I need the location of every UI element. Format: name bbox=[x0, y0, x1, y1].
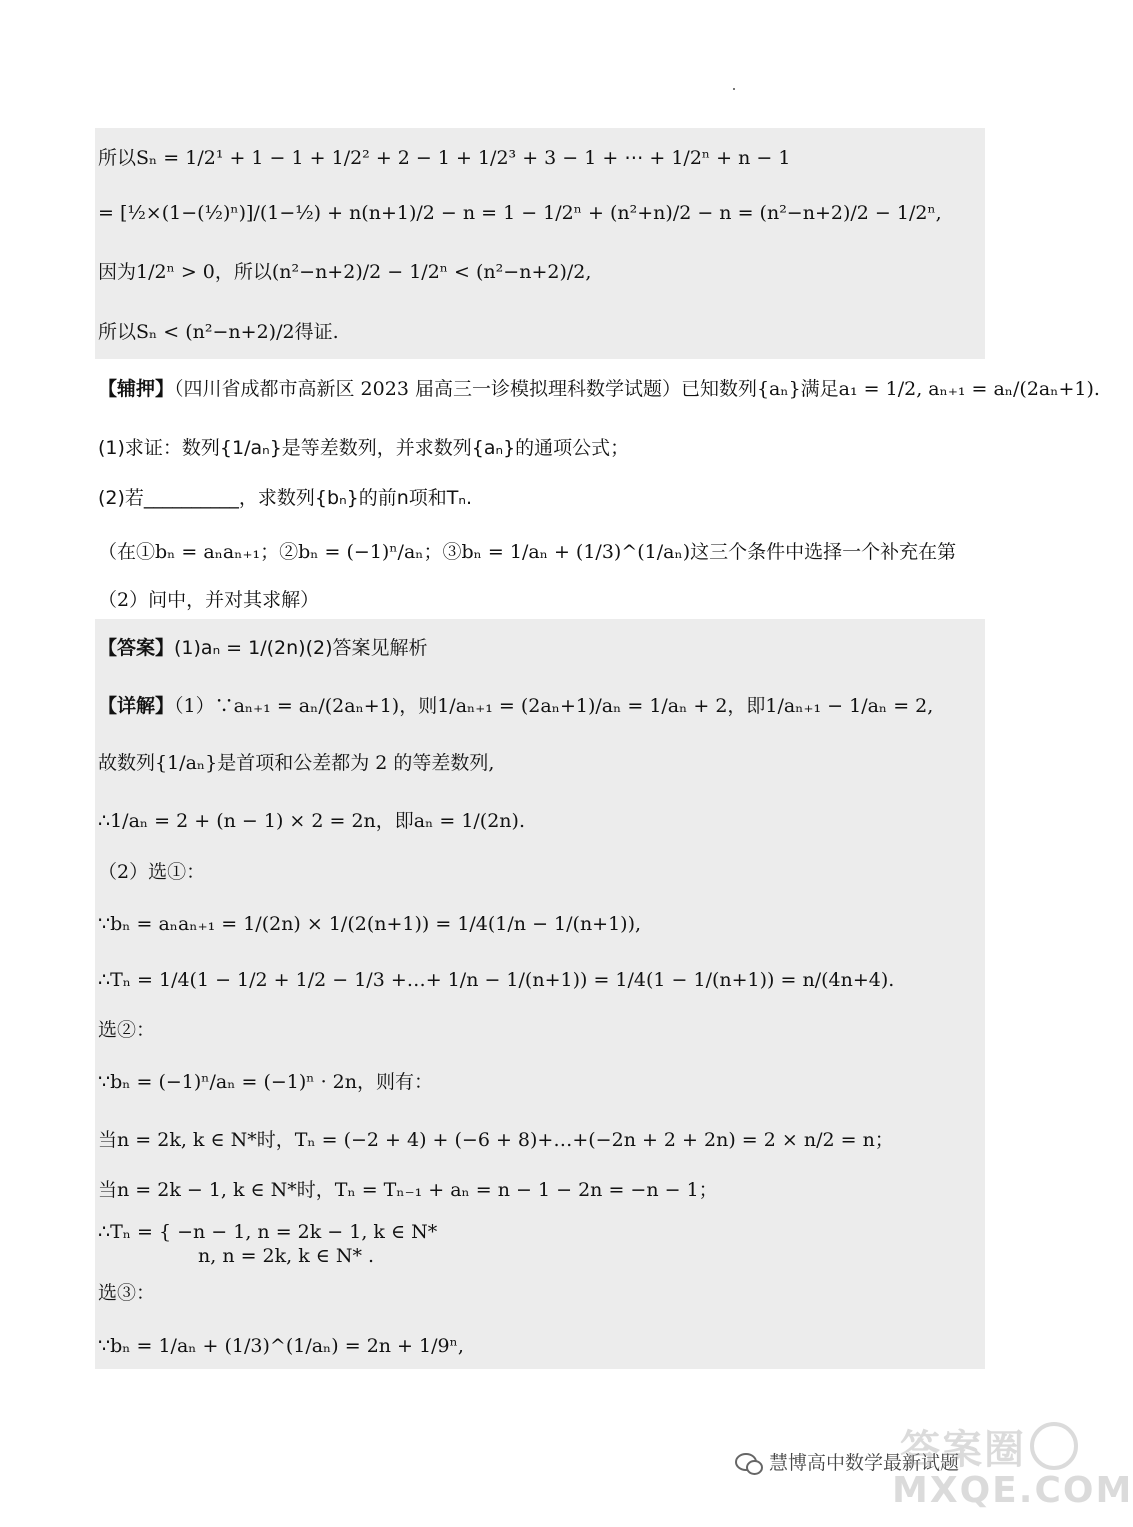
detail-line-2: 故数列{1/aₙ}是首项和公差都为 2 的等差数列, bbox=[98, 752, 495, 774]
watermark-top-text: 答案圈 bbox=[900, 1427, 1026, 1473]
wechat-icon bbox=[735, 1453, 763, 1475]
detail-line-12: 选③： bbox=[98, 1282, 156, 1304]
detail-tag: 【详解】 bbox=[98, 695, 175, 717]
detail-line-7: 选②： bbox=[98, 1019, 156, 1041]
solution-line-4: 所以Sₙ < (n²−n+2)/2得证. bbox=[98, 321, 339, 343]
watermark-emblem-icon bbox=[1030, 1422, 1078, 1470]
footer-text: 慧博高中数学最新试题 bbox=[769, 1452, 960, 1474]
detail-line-8: ∵bₙ = (−1)ⁿ/aₙ = (−1)ⁿ · 2n，则有： bbox=[98, 1071, 433, 1093]
detail-line-11b: n, n = 2k, k ∈ N* . bbox=[198, 1245, 375, 1267]
problem-part-2: (2)若__________，求数列{bₙ}的前n项和Tₙ. bbox=[98, 487, 472, 509]
problem-part-1: (1)求证：数列{1/aₙ}是等差数列，并求数列{aₙ}的通项公式； bbox=[98, 437, 630, 459]
solution-line-3: 因为1/2ⁿ > 0，所以(n²−n+2)/2 − 1/2ⁿ < (n²−n+2)/2, bbox=[98, 261, 592, 283]
stray-dot bbox=[733, 88, 735, 90]
watermark-bottom-text: MXQE.COM bbox=[892, 1470, 1133, 1511]
answer-text: (1)aₙ = 1/(2n)(2)答案见解析 bbox=[174, 637, 428, 659]
detail-line-3: ∴1/aₙ = 2 + (n − 1) × 2 = 2n，即aₙ = 1/(2n). bbox=[98, 810, 525, 832]
detail-line-5: ∵bₙ = aₙaₙ₊₁ = 1/(2n) × 1/(2(n+1)) = 1/4(1/n − 1/(n+1)), bbox=[98, 913, 642, 935]
solution-line-1: 所以Sₙ = 1/2¹ + 1 − 1 + 1/2² + 2 − 1 + 1/2³ + 3 − 1 + ⋯ + 1/2ⁿ + n − 1 bbox=[98, 147, 791, 169]
problem-conditions: （在①bₙ = aₙaₙ₊₁；②bₙ = (−1)ⁿ/aₙ；③bₙ = 1/aₙ + (1/3)^(1/aₙ)这三个条件中选择一个补充在第（2）问中，并对其求解） bbox=[98, 541, 957, 611]
detail-line-11a: ∴Tₙ = { −n − 1, n = 2k − 1, k ∈ N* bbox=[98, 1221, 438, 1243]
problem-tag: 【辅押】 bbox=[98, 378, 175, 400]
detail-line-1-text: （1）∵aₙ₊₁ = aₙ/(2aₙ+1)，则1/aₙ₊₁ = (2aₙ+1)/aₙ = 1/aₙ + 2，即1/aₙ₊₁ − 1/aₙ = 2, bbox=[174, 695, 934, 717]
problem-stem bbox=[98, 375, 1100, 403]
detail-line-13: ∵bₙ = 1/aₙ + (1/3)^(1/aₙ) = 2n + 1/9ⁿ, bbox=[98, 1335, 464, 1357]
detail-line-10: 当n = 2k − 1, k ∈ N*时，Tₙ = Tₙ₋₁ + aₙ = n − 1 − 2n = −n − 1； bbox=[98, 1179, 718, 1201]
problem-stem-text: （四川省成都市高新区 2023 届高三一诊模拟理科数学试题）已知数列{aₙ}满足a₁ = 1/2, aₙ₊₁ = aₙ/(2aₙ+1). bbox=[174, 378, 1100, 400]
answer-line bbox=[98, 634, 428, 662]
detail-line-9: 当n = 2k, k ∈ N*时，Tₙ = (−2 + 4) + (−6 + 8)+…+(−2n + 2 + 2n) = 2 × n/2 = n； bbox=[98, 1129, 894, 1151]
detail-line-1 bbox=[98, 692, 933, 720]
watermark bbox=[880, 1418, 1133, 1518]
detail-line-4: （2）选①： bbox=[98, 861, 206, 883]
detail-line-6: ∴Tₙ = 1/4(1 − 1/2 + 1/2 − 1/3 +…+ 1/n − 1/(n+1)) = 1/4(1 − 1/(n+1)) = n/(4n+4). bbox=[98, 969, 895, 991]
answer-tag: 【答案】 bbox=[98, 637, 175, 659]
solution-line-2: = [½×(1−(½)ⁿ)]/(1−½) + n(n+1)/2 − n = 1 − 1/2ⁿ + (n²+n)/2 − n = (n²−n+2)/2 − 1/2ⁿ, bbox=[98, 202, 942, 224]
